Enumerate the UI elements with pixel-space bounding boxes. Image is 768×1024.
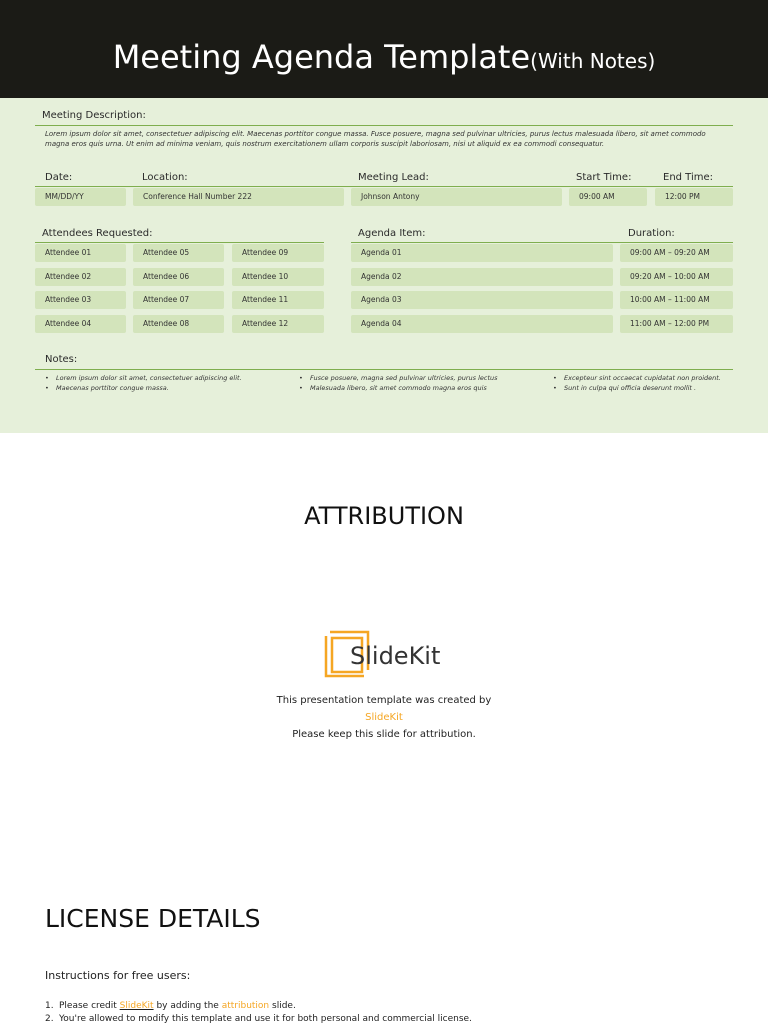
- license-text: Please credit: [59, 1001, 120, 1011]
- title-main: Meeting Agenda Template: [112, 38, 531, 76]
- date-field: MM/DD/YY: [35, 188, 126, 206]
- note-bullet: • Fusce posuere, magna sed pulvinar ultricies, purus lectus: [299, 374, 498, 384]
- attribution-line-2: Please keep this slide for attribution.: [292, 729, 476, 740]
- attendee-cell: Attendee 10: [232, 268, 324, 286]
- attribution-link-row: [0, 712, 768, 723]
- list-number: 1.: [45, 1001, 54, 1011]
- attribution-line-1: This presentation template was created by: [276, 695, 492, 706]
- note-bullet: • Malesuada libero, sit amet commodo magna eros quis: [299, 384, 498, 394]
- attendee-cell: Attendee 07: [133, 291, 224, 309]
- duration-label: Duration:: [628, 228, 675, 239]
- meeting-lead-label: Meeting Lead:: [358, 172, 429, 183]
- attendee-cell: Attendee 11: [232, 291, 324, 309]
- attendees-rule: [35, 242, 324, 243]
- license-text: You're allowed to modify this template and use it for both personal and commercial license.: [59, 1014, 472, 1024]
- end-time-label: End Time:: [663, 172, 714, 183]
- agenda-rule: [351, 242, 733, 243]
- attribution-title: ATTRIBUTION: [304, 502, 464, 530]
- location-label: Location:: [142, 172, 188, 183]
- attendee-cell: Attendee 05: [133, 244, 224, 262]
- attendee-cell: Attendee 09: [232, 244, 324, 262]
- start-time-label: Start Time:: [576, 172, 632, 183]
- description-label: Meeting Description:: [42, 110, 146, 121]
- slidekit-link[interactable]: SlideKit: [119, 1001, 154, 1011]
- agenda-item-label: Agenda Item:: [358, 228, 426, 239]
- slidekit-logo-text: SlideKit: [350, 642, 441, 670]
- info-rule: [35, 186, 733, 187]
- note-bullet: • Maecenas porttitor congue massa.: [45, 384, 242, 394]
- notes-rule: [35, 369, 733, 370]
- agenda-item-cell: Agenda 01: [351, 244, 613, 262]
- license-item-1: [45, 1001, 296, 1011]
- notes-column: [299, 374, 498, 393]
- notes-column: [553, 374, 721, 393]
- agenda-item-cell: Agenda 02: [351, 268, 613, 286]
- attendee-cell: Attendee 06: [133, 268, 224, 286]
- attendee-cell: Attendee 03: [35, 291, 126, 309]
- description-rule: [35, 125, 733, 126]
- note-bullet: • Lorem ipsum dolor sit amet, consectetuer adipiscing elit.: [45, 374, 242, 384]
- notes-label: Notes:: [45, 354, 78, 365]
- attendee-cell: Attendee 01: [35, 244, 126, 262]
- license-subtitle: Instructions for free users:: [45, 969, 191, 982]
- agenda-duration-cell: 10:00 AM – 11:00 AM: [620, 291, 733, 309]
- start-time-field: 09:00 AM: [569, 188, 647, 206]
- description-text: Lorem ipsum dolor sit amet, consectetuer adipiscing elit. Maecenas porttitor congue massa. Fusce posuere, magna sed pulvinar ultricies, purus lectus malesuada libero, sit amet commodo magna eros quis urna. Ut enim ad minima veniam, quis nostrum exercitationem ullam corporis suscipit laboriosam, nisi ut aliquid ex ea commodi consequatur.: [45, 130, 706, 148]
- meeting-lead-field: Johnson Antony: [351, 188, 562, 206]
- meeting-agenda-slide: [0, 0, 768, 433]
- attendee-cell: Attendee 08: [133, 315, 224, 333]
- notes-column: [45, 374, 242, 393]
- date-label: Date:: [45, 172, 73, 183]
- location-field: Conference Hall Number 222: [133, 188, 344, 206]
- slidekit-link[interactable]: SlideKit: [365, 712, 403, 723]
- attendees-label: Attendees Requested:: [42, 228, 153, 239]
- title-sub: (With Notes): [530, 49, 656, 73]
- agenda-duration-cell: 09:00 AM – 09:20 AM: [620, 244, 733, 262]
- agenda-item-cell: Agenda 04: [351, 315, 613, 333]
- list-number: 2.: [45, 1014, 54, 1024]
- license-text: by adding the: [153, 1001, 222, 1011]
- attribution-link[interactable]: attribution: [221, 1001, 270, 1011]
- attendee-cell: Attendee 02: [35, 268, 126, 286]
- agenda-duration-cell: 11:00 AM – 12:00 PM: [620, 315, 733, 333]
- note-bullet: • Excepteur sint occaecat cupidatat non proident.: [553, 374, 721, 384]
- attendee-cell: Attendee 04: [35, 315, 126, 333]
- license-title: LICENSE DETAILS: [45, 904, 261, 933]
- license-text: slide.: [269, 1001, 296, 1011]
- attendee-cell: Attendee 12: [232, 315, 324, 333]
- agenda-duration-cell: 09:20 AM – 10:00 AM: [620, 268, 733, 286]
- license-item-2: [45, 1014, 472, 1024]
- end-time-field: 12:00 PM: [655, 188, 733, 206]
- note-bullet: • Sunt in culpa qui officia deserunt mollit .: [553, 384, 721, 394]
- agenda-item-cell: Agenda 03: [351, 291, 613, 309]
- slide-title: [0, 38, 768, 76]
